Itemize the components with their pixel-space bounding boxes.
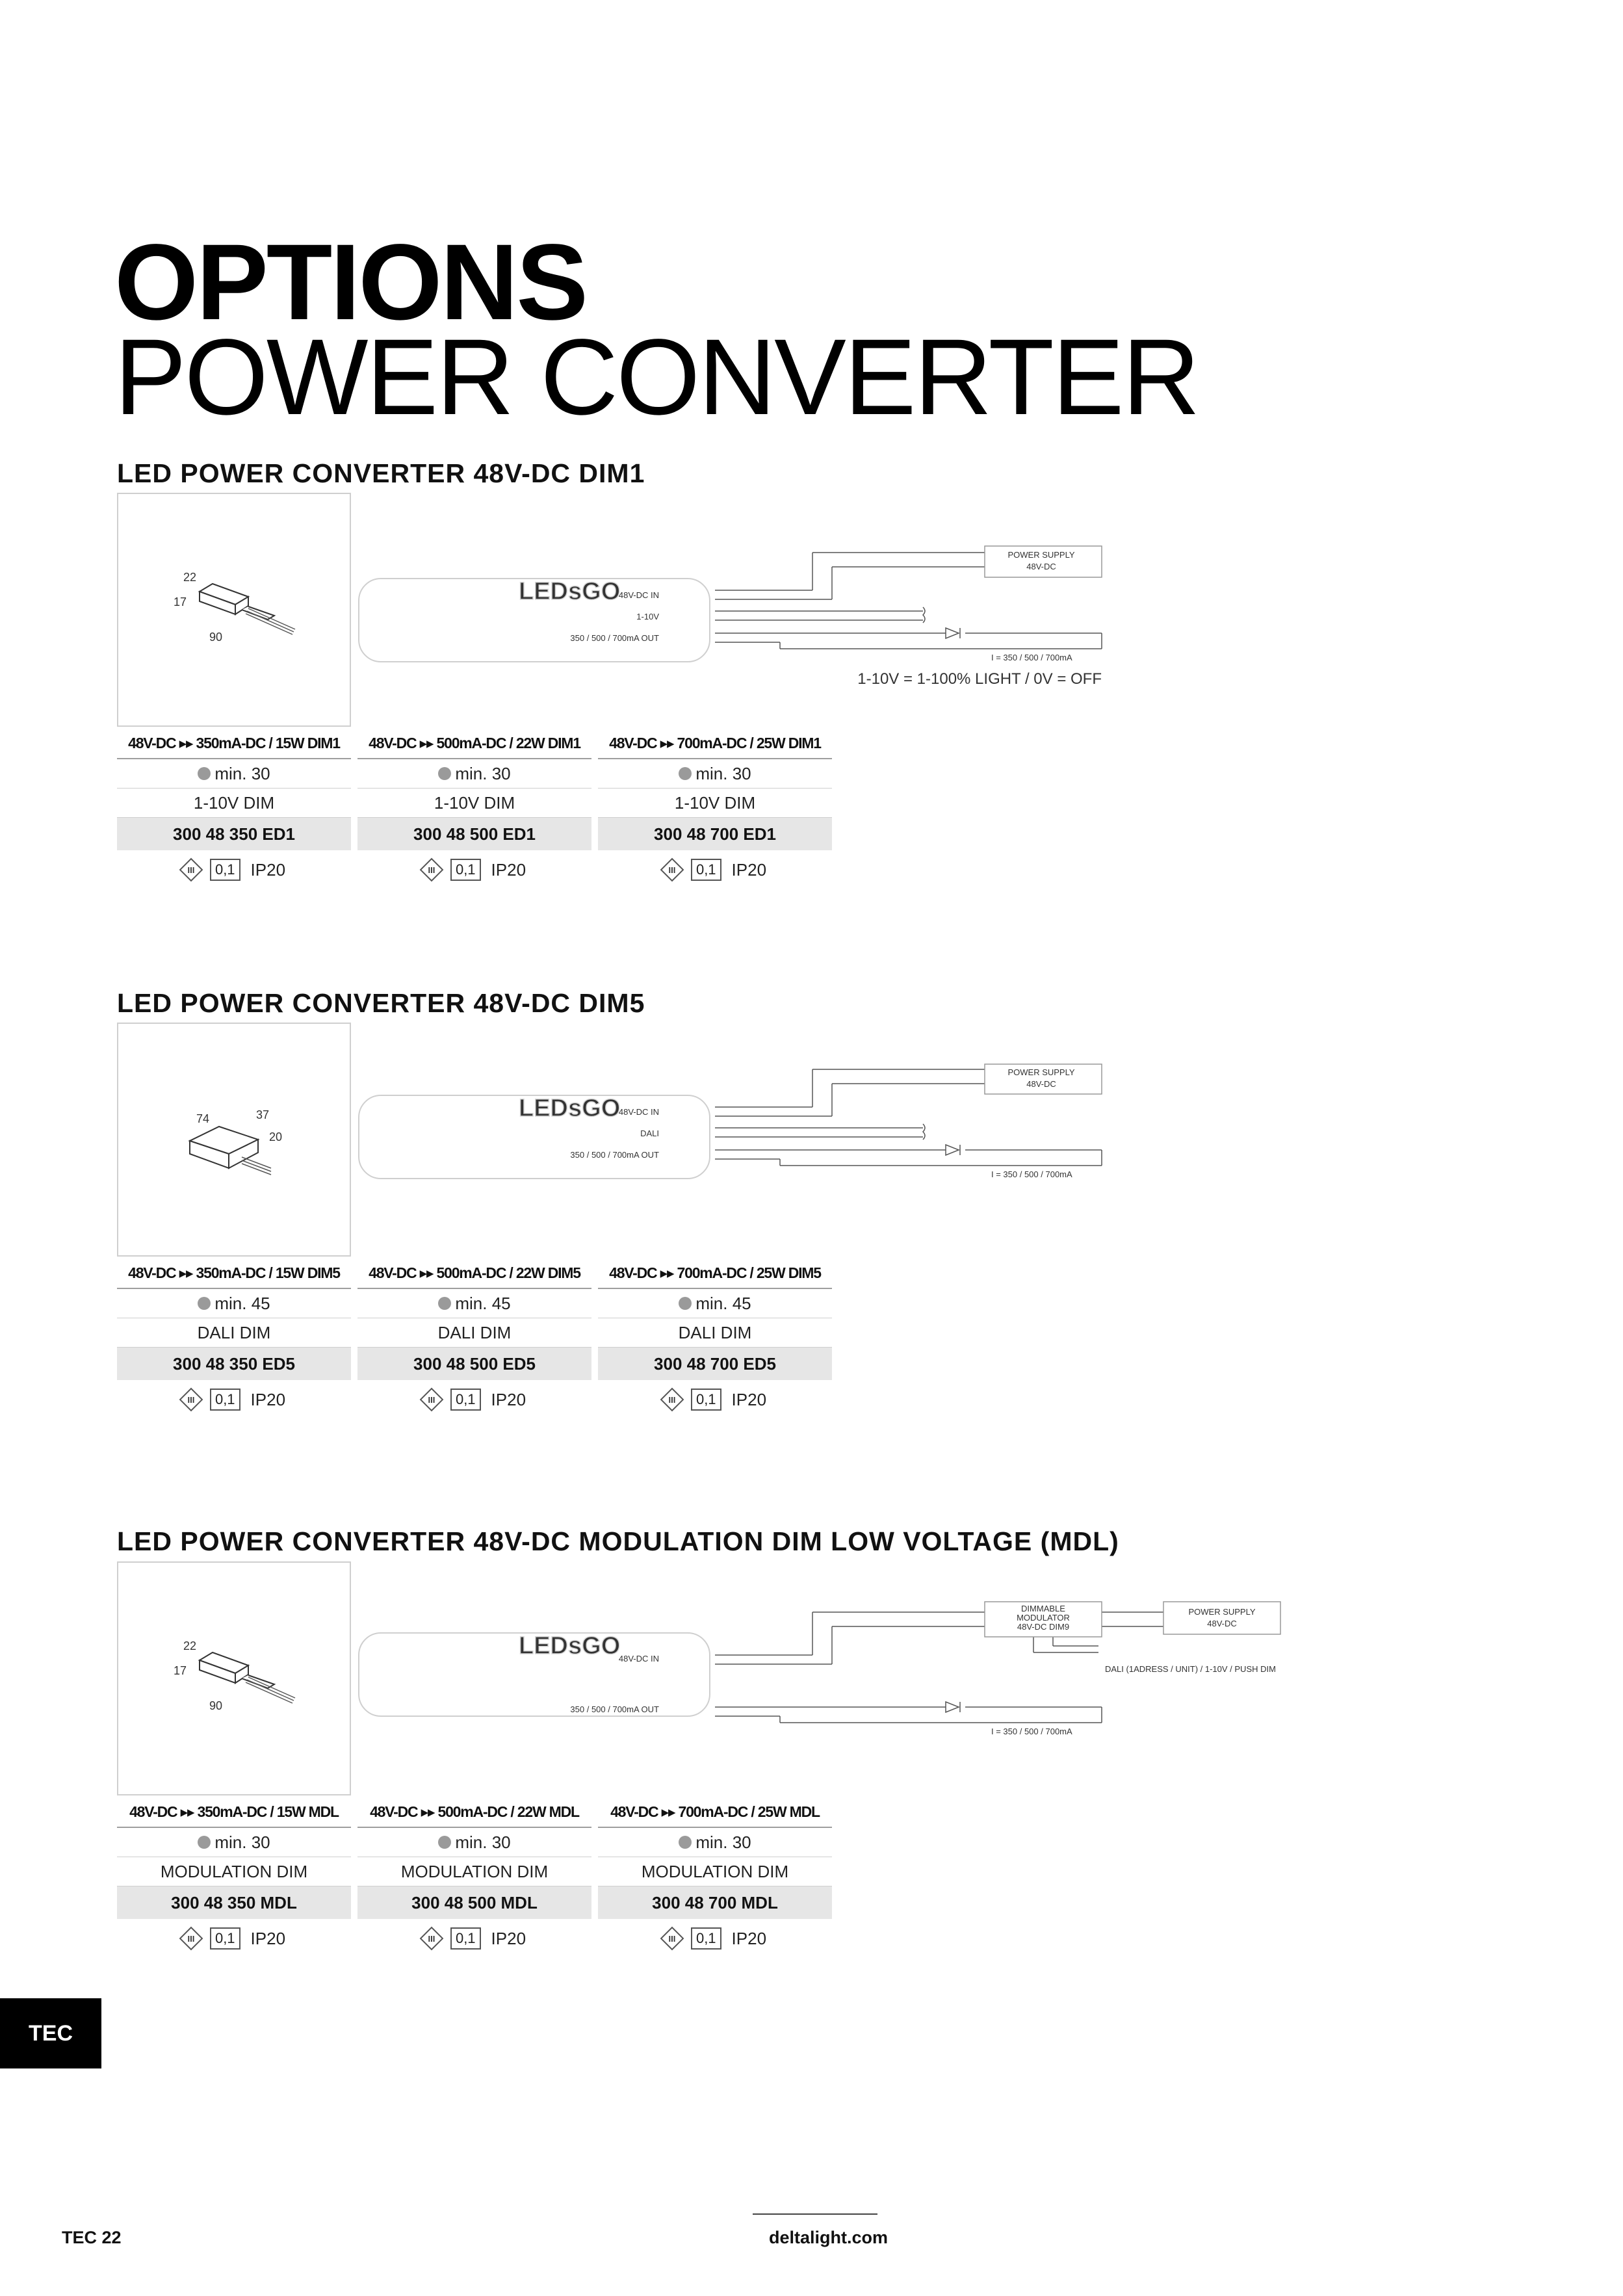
svg-text:I = 350 / 500 / 700mA: I = 350 / 500 / 700mA: [991, 1727, 1072, 1736]
svg-text:350 / 500 / 700mA OUT: 350 / 500 / 700mA OUT: [570, 1704, 659, 1714]
class-iii-icon: III: [179, 858, 203, 882]
ip-rating: IP20: [491, 859, 526, 880]
clock-icon: [198, 1836, 211, 1849]
product-image-dim1: [117, 493, 351, 727]
dim-height: 20: [269, 1130, 283, 1143]
dim-depth: 37: [256, 1108, 270, 1121]
class-iii-icon: III: [660, 1927, 684, 1951]
section-title-dim1: LED POWER CONVERTER 48V-DC DIM1: [117, 458, 645, 488]
ip-rating: IP20: [250, 1928, 286, 1948]
product-column: 48V-DC ▸▸ 350mA-DC / 15W DIM1 min. 30 1-10V DIM 300 48 350 ED1 III 0,1 IP20: [117, 728, 351, 889]
product-code: 300 48 500 ED1: [357, 818, 591, 850]
page-number: TEC 22: [62, 2228, 122, 2247]
dim1-note: 1-10V = 1-100% LIGHT / 0V = OFF: [857, 670, 1102, 688]
converter-drawing: [118, 1563, 352, 1797]
svg-text:DALI: DALI: [640, 1128, 659, 1138]
dim-length: 90: [209, 631, 223, 644]
product-code: 300 48 350 ED1: [117, 818, 351, 850]
class-iii-icon: III: [660, 858, 684, 882]
ip-rating: IP20: [491, 1389, 526, 1409]
fuse-box-icon: 0,1: [450, 859, 481, 881]
product-image-mdl: [117, 1561, 351, 1795]
clock-icon: [198, 1297, 211, 1310]
svg-text:POWER SUPPLY: POWER SUPPLY: [1007, 1067, 1075, 1077]
dim-height: 17: [174, 595, 187, 608]
clock-icon: [198, 767, 211, 780]
svg-text:MODULATOR: MODULATOR: [1017, 1613, 1070, 1623]
svg-text:POWER SUPPLY: POWER SUPPLY: [1188, 1607, 1256, 1617]
brand-logo: LEDsGO: [519, 578, 621, 605]
website-link[interactable]: deltalight.com: [769, 2228, 889, 2247]
class-iii-icon: III: [420, 858, 444, 882]
fuse-box-icon: 0,1: [691, 1389, 721, 1411]
dim-length: 90: [209, 1699, 223, 1712]
svg-text:I = 350 / 500 / 700mA: I = 350 / 500 / 700mA: [991, 1169, 1072, 1179]
page-title-bold: OPTIONS: [114, 222, 587, 343]
fuse-box-icon: 0,1: [691, 859, 721, 881]
svg-text:48V-DC IN: 48V-DC IN: [618, 1107, 659, 1117]
fuse-box-icon: 0,1: [450, 1389, 481, 1411]
fuse-box-icon: 0,1: [210, 859, 240, 881]
clock-icon: [679, 767, 692, 780]
section-title-mdl: LED POWER CONVERTER 48V-DC MODULATION DIM LOW VOLTAGE (MDL): [117, 1526, 1119, 1556]
product-code: 300 48 500 ED5: [357, 1348, 591, 1380]
fuse-box-icon: 0,1: [210, 1927, 240, 1950]
section-title-dim5: LED POWER CONVERTER 48V-DC DIM5: [117, 988, 645, 1018]
svg-text:48V-DC: 48V-DC: [1026, 562, 1056, 571]
product-code: 300 48 700 MDL: [598, 1886, 832, 1919]
product-column: 48V-DC ▸▸ 500mA-DC / 22W DIM5 min. 45 DALI DIM 300 48 500 ED5 III 0,1 IP20: [357, 1258, 591, 1419]
svg-text:POWER SUPPLY: POWER SUPPLY: [1007, 550, 1075, 560]
dim-width: 74: [196, 1112, 210, 1125]
ip-rating: IP20: [731, 1928, 767, 1948]
class-iii-icon: III: [179, 1927, 203, 1951]
svg-text:48V-DC DIM9: 48V-DC DIM9: [1017, 1622, 1070, 1632]
page-title-light: POWER CONVERTER: [114, 317, 1199, 437]
footer-divider: [753, 2213, 877, 2215]
converter-drawing: [118, 494, 352, 728]
ip-rating: IP20: [250, 1389, 286, 1409]
svg-text:350 / 500 / 700mA OUT: 350 / 500 / 700mA OUT: [570, 1150, 659, 1160]
class-iii-icon: III: [420, 1927, 444, 1951]
product-code: 300 48 700 ED5: [598, 1348, 832, 1380]
clock-icon: [679, 1836, 692, 1849]
svg-text:48V-DC IN: 48V-DC IN: [618, 1654, 659, 1663]
ip-rating: IP20: [731, 859, 767, 880]
product-code: 300 48 350 ED5: [117, 1348, 351, 1380]
dali-control-label: DALI (1ADRESS / UNIT) / 1-10V / PUSH DIM: [1105, 1664, 1276, 1674]
product-column: 48V-DC ▸▸ 350mA-DC / 15W DIM5 min. 45 DALI DIM 300 48 350 ED5 III 0,1 IP20: [117, 1258, 351, 1419]
product-code: 300 48 700 ED1: [598, 818, 832, 850]
ip-rating: IP20: [491, 1928, 526, 1948]
product-image-dim5: [117, 1023, 351, 1257]
fuse-box-icon: 0,1: [210, 1389, 240, 1411]
section-tab: TEC: [0, 1998, 101, 2068]
clock-icon: [438, 1836, 451, 1849]
svg-text:DIMMABLE: DIMMABLE: [1021, 1604, 1065, 1613]
clock-icon: [438, 1297, 451, 1310]
product-column: 48V-DC ▸▸ 700mA-DC / 25W DIM5 min. 45 DALI DIM 300 48 700 ED5 III 0,1 IP20: [598, 1258, 832, 1419]
ip-rating: IP20: [250, 859, 286, 880]
svg-text:48V-DC: 48V-DC: [1207, 1619, 1237, 1628]
class-iii-icon: III: [179, 1388, 203, 1412]
fuse-box-icon: 0,1: [450, 1927, 481, 1950]
product-code: 300 48 500 MDL: [357, 1886, 591, 1919]
clock-icon: [438, 767, 451, 780]
class-iii-icon: III: [660, 1388, 684, 1412]
product-column: 48V-DC ▸▸ 500mA-DC / 22W MDL min. 30 MODULATION DIM 300 48 500 MDL III 0,1 IP20: [357, 1797, 591, 1958]
wiring-diagram-mdl: [351, 1600, 1313, 1747]
clock-icon: [679, 1297, 692, 1310]
dim-width: 22: [183, 1639, 197, 1652]
brand-logo: LEDsGO: [519, 1632, 621, 1660]
converter-drawing: [118, 1024, 352, 1258]
brand-logo: LEDsGO: [519, 1095, 621, 1122]
product-column: 48V-DC ▸▸ 700mA-DC / 25W MDL min. 30 MODULATION DIM 300 48 700 MDL III 0,1 IP20: [598, 1797, 832, 1958]
class-iii-icon: III: [420, 1388, 444, 1412]
svg-text:48V-DC: 48V-DC: [1026, 1079, 1056, 1089]
product-column: 48V-DC ▸▸ 700mA-DC / 25W DIM1 min. 30 1-10V DIM 300 48 700 ED1 III 0,1 IP20: [598, 728, 832, 889]
dim-height: 17: [174, 1664, 187, 1677]
dim-width: 22: [183, 571, 197, 584]
svg-text:350 / 500 / 700mA OUT: 350 / 500 / 700mA OUT: [570, 633, 659, 643]
svg-text:I = 350 / 500 / 700mA: I = 350 / 500 / 700mA: [991, 653, 1072, 662]
product-column: 48V-DC ▸▸ 500mA-DC / 22W DIM1 min. 30 1-10V DIM 300 48 500 ED1 III 0,1 IP20: [357, 728, 591, 889]
svg-text:48V-DC IN: 48V-DC IN: [618, 590, 659, 600]
ip-rating: IP20: [731, 1389, 767, 1409]
product-code: 300 48 350 MDL: [117, 1886, 351, 1919]
product-column: 48V-DC ▸▸ 350mA-DC / 15W MDL min. 30 MODULATION DIM 300 48 350 MDL III 0,1 IP20: [117, 1797, 351, 1958]
wiring-diagram-dim1: [351, 533, 1105, 705]
fuse-box-icon: 0,1: [691, 1927, 721, 1950]
svg-text:1-10V: 1-10V: [636, 612, 659, 621]
wiring-diagram-dim5: [351, 1063, 1105, 1209]
